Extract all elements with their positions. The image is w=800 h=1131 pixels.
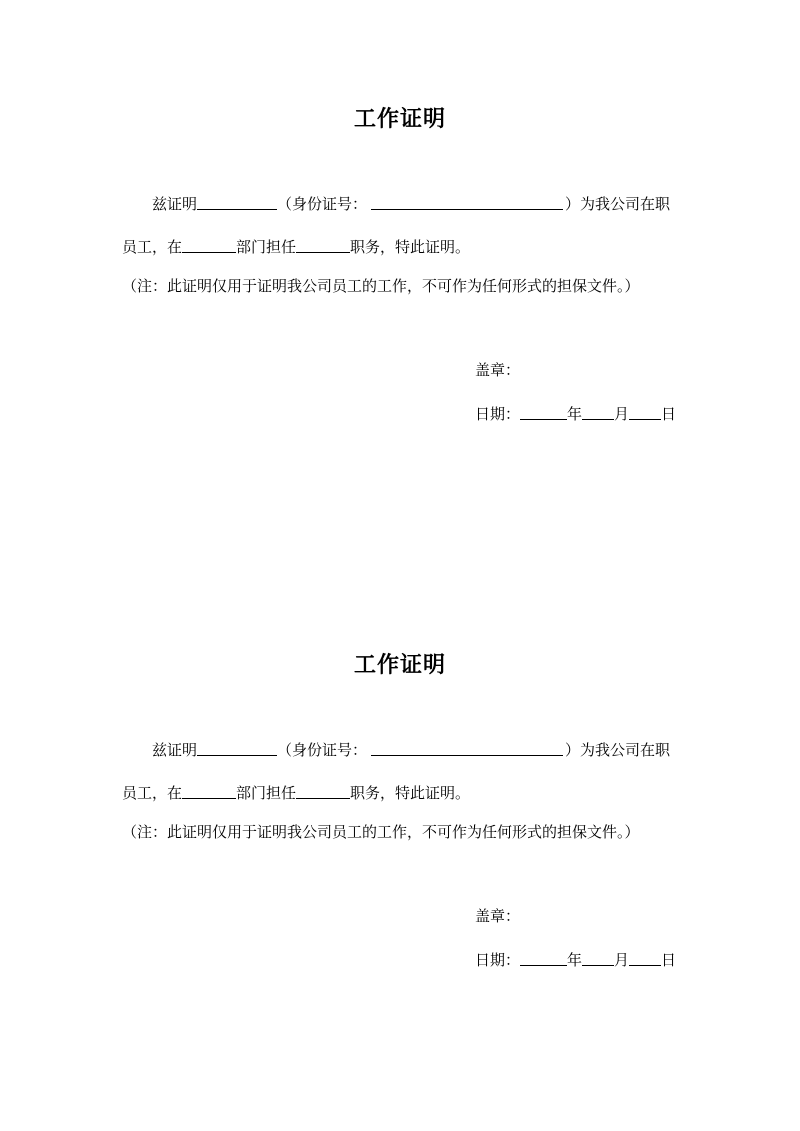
department-blank[interactable] (182, 780, 236, 799)
line2-prefix: 员工，在 (122, 784, 183, 802)
month-blank[interactable] (582, 947, 614, 966)
id-number-blank[interactable] (371, 191, 563, 210)
id-label: （身份证号： (277, 741, 368, 759)
stamp-label: 盖章： (475, 361, 521, 379)
certificate-line-1 (152, 190, 670, 215)
certificate-line-2 (122, 779, 470, 804)
day-label: 日 (661, 951, 677, 969)
line2-suffix: 职务，特此证明。 (350, 784, 471, 802)
year-blank[interactable] (520, 401, 567, 420)
day-label: 日 (661, 405, 677, 423)
date-line (475, 400, 676, 425)
certificate-note: （注：此证明仅用于证明我公司员工的工作，不可作为任何形式的担保文件。） (122, 277, 640, 295)
id-label: （身份证号： (277, 195, 368, 213)
stamp-label: 盖章： (475, 907, 521, 925)
line1-suffix: ）为我公司在职 (565, 195, 671, 213)
month-label: 月 (614, 951, 630, 969)
line1-prefix: 兹证明 (152, 741, 198, 759)
position-blank[interactable] (296, 780, 350, 799)
certificate-title: 工作证明 (353, 106, 446, 132)
year-blank[interactable] (520, 947, 567, 966)
date-label: 日期： (475, 405, 521, 423)
month-label: 月 (614, 405, 630, 423)
year-label: 年 (567, 951, 583, 969)
certificate-line-2 (122, 233, 470, 258)
line1-prefix: 兹证明 (152, 195, 198, 213)
day-blank[interactable] (629, 401, 661, 420)
name-blank[interactable] (197, 737, 277, 756)
year-label: 年 (567, 405, 583, 423)
dept-label: 部门担任 (236, 238, 297, 256)
certificate-line-1 (152, 736, 670, 761)
day-blank[interactable] (629, 947, 661, 966)
line2-prefix: 员工，在 (122, 238, 183, 256)
line1-suffix: ）为我公司在职 (565, 741, 671, 759)
id-number-blank[interactable] (371, 737, 563, 756)
certificate-1 (0, 0, 800, 520)
month-blank[interactable] (582, 401, 614, 420)
date-line (475, 946, 676, 971)
certificate-note: （注：此证明仅用于证明我公司员工的工作，不可作为任何形式的担保文件。） (122, 823, 640, 841)
date-label: 日期： (475, 951, 521, 969)
dept-label: 部门担任 (236, 784, 297, 802)
position-blank[interactable] (296, 234, 350, 253)
certificate-2 (0, 546, 800, 1066)
line2-suffix: 职务，特此证明。 (350, 238, 471, 256)
name-blank[interactable] (197, 191, 277, 210)
certificate-title: 工作证明 (353, 652, 446, 678)
department-blank[interactable] (182, 234, 236, 253)
